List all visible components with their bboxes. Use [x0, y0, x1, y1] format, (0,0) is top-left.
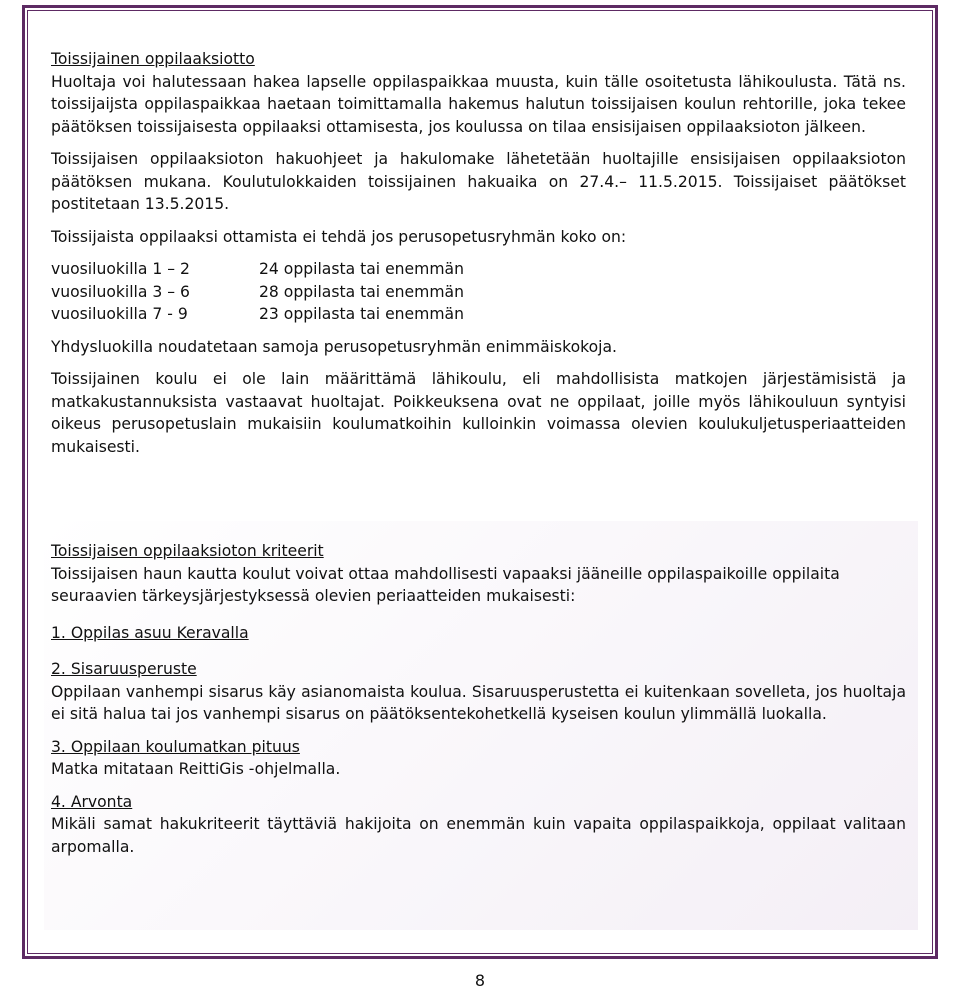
- grade-limit: 23 oppilasta tai enemmän: [259, 305, 464, 323]
- criterion-text: Mikäli samat hakukriteerit täyttäviä hakijoita on enemmän kuin vapaita oppilaspaikkoja, oppilaat valitaan arpomalla.: [51, 815, 906, 856]
- paragraph-application: Toissijaisen oppilaaksioton hakuohjeet ja hakulomake lähetetään huoltajille ensisijaisen oppilaaksioton päätöksen mukana. Koulutulokkaiden toissijainen hakuaika on 27.4.– 11.5.2015. Toissijaiset päätökset postitetaan 13.5.2015.: [51, 150, 906, 213]
- criteria-heading: Toissijaisen oppilaaksioton kriteerit: [51, 542, 324, 560]
- criterion-title: 1. Oppilas asuu Keravalla: [51, 623, 249, 642]
- paragraph-intro: Huoltaja voi halutessaan hakea lapselle oppilaspaikkaa muusta, kuin tälle osoitetusta lähikoulusta. Tätä ns. toissijaijsta oppilaspaikkaa haetaan toimittamalla hakemus halutun toissijaisen koulun rehtorille, joka tekee päätöksen toissijaisesta oppilaaksi ottamisesta, jos koulussa on tilaa ensisijaisen oppilaaksioton jälkeen.: [51, 72, 906, 136]
- paragraph-combined-classes: Yhdysluokilla noudatetaan samoja perusopetusryhmän enimmäiskokoja.: [51, 337, 617, 356]
- grade-range: vuosiluokilla 7 - 9: [51, 305, 188, 323]
- paragraph-transport: Toissijainen koulu ei ole lain määrittämä lähikoulu, eli mahdollisista matkojen järjestämisistä ja matkakustannuksista vastaavat huoltajat. Poikkeuksena ovat ne oppilaat, joille myös lähikouluun syntyisi oikeus perusopetuslain mukaisiin koulumatkoihin kulloinkin voimassa olevien koulukuljetusperiaatteiden mukaisesti.: [51, 370, 906, 456]
- criterion-title: 4. Arvonta: [51, 792, 133, 811]
- criterion-title: 2. Sisaruusperuste: [51, 660, 197, 678]
- grade-range: vuosiluokilla 3 – 6: [51, 282, 190, 301]
- grade-row: [51, 258, 464, 281]
- section-criteria: [51, 540, 906, 858]
- criterion-text: Matka mitataan ReittiGis -ohjelmalla.: [51, 760, 341, 778]
- criterion-title: 3. Oppilaan koulumatkan pituus: [51, 737, 300, 756]
- grade-row: [51, 281, 464, 304]
- grade-limit: 24 oppilasta tai enemmän: [259, 260, 464, 278]
- criterion-text: Oppilaan vanhempi sisarus käy asianomaista koulua. Sisaruusperustetta ei kuitenkaan sovelleta, jos huoltaja ei sitä halua tai jos vanhempi sisarus on päätöksentekohetkellä kyseisen koulun ylimmällä luokalla.: [51, 682, 906, 723]
- paragraph-group-size: Toissijaista oppilaaksi ottamista ei tehdä jos perusopetusryhmän koko on:: [51, 227, 627, 246]
- grade-row: [51, 303, 464, 326]
- section-secondary-admission: [51, 48, 906, 458]
- grade-range: vuosiluokilla 1 – 2: [51, 260, 190, 278]
- grade-size-table: [51, 258, 464, 326]
- section-heading: Toissijainen oppilaaksiotto: [51, 50, 255, 68]
- criteria-intro: Toissijaisen haun kautta koulut voivat ottaa mahdollisesti vapaaksi jääneille oppilaspaikoille oppilaita seuraavien tärkeysjärjestyksessä olevien periaatteiden mukaisesti:: [51, 564, 840, 605]
- grade-limit: 28 oppilasta tai enemmän: [259, 282, 464, 301]
- page-number: 8: [474, 971, 486, 990]
